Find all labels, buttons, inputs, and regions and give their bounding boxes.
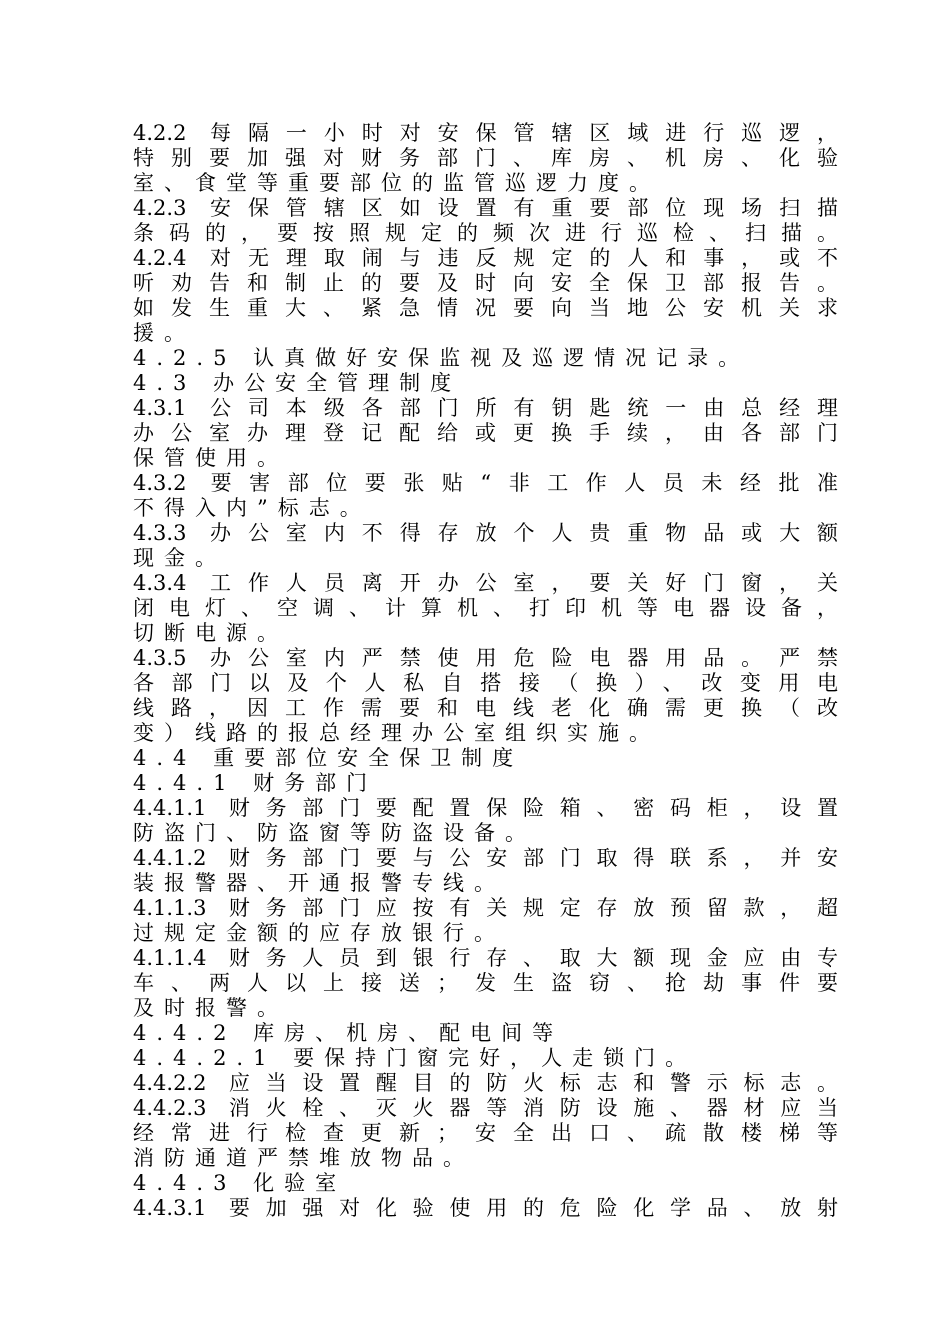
text-line: 4.4.2.1 要保持门窗完好，人走锁门。 [133,1046,697,1070]
text-line: 4.4.3 化验室 [133,1171,347,1195]
text-line: 4.3.4 工作人员离开办公室，要关好门窗，关 [133,571,838,595]
text-line: 4.2.2 每隔一小时对安保管辖区域进行巡逻， [133,121,838,145]
text-line: 条码的，要按照规定的频次进行巡检、扫描。 [133,221,838,245]
text-line: 线路，因工作需要和电线老化确需更换（改 [133,696,838,720]
text-line: 听劝告和制止的要及时向安全保卫部报告。 [133,271,838,295]
text-line: 4.4.2 库房、机房、配电间等 [133,1021,564,1045]
document-page [133,121,838,1221]
text-line: 4.4.1.1 财务部门要配置保险箱、密码柜，设置 [133,796,838,820]
text-line: 室、食堂等重要部位的监管巡逻力度。 [133,171,660,195]
text-line: 4.3.3 办公室内不得存放个人贵重物品或大额 [133,521,838,545]
text-line: 4.4 重要部位安全保卫制度 [133,746,524,770]
text-line: 现金。 [133,546,226,570]
text-line: 各部门以及个人私自搭接（换）、改变用电 [133,671,838,695]
text-line: 4.1.1.3 财务部门应按有关规定存放预留款，超 [133,896,838,920]
text-line: 4.4.2.3 消火栓、灭火器等消防设施、器材应当 [133,1096,838,1120]
text-line: 4.4.1.2 财务部门要与公安部门取得联系，并安 [133,846,838,870]
text-line: 4.2.3 安保管辖区如设置有重要部位现场扫描 [133,196,838,220]
text-line: 切断电源。 [133,621,288,645]
text-line: 4.2.5 认真做好安保监视及巡逻情况记录。 [133,346,750,370]
text-line: 不得入内”标志。 [133,496,371,520]
text-line: 特别要加强对财务部门、库房、机房、化验 [133,146,838,170]
text-line: 4.1.1.4 财务人员到银行存、取大额现金应由专 [133,946,838,970]
text-line: 装报警器、开通报警专线。 [133,871,505,895]
text-line: 办公室办理登记配给或更换手续，由各部门 [133,421,838,445]
text-line: 保管使用。 [133,446,288,470]
text-line: 防盗门、防盗窗等防盗设备。 [133,821,536,845]
text-line: 车、两人以上接送；发生盗窃、抢劫事件要 [133,971,838,995]
text-line: 经常进行检查更新；安全出口、疏散楼梯等 [133,1121,838,1145]
text-line: 如发生重大、紧急情况要向当地公安机关求 [133,296,838,320]
text-line: 援。 [133,321,195,345]
text-line: 4.3.1 公司本级各部门所有钥匙统一由总经理 [133,396,838,420]
text-line: 过规定金额的应存放银行。 [133,921,505,945]
text-line: 4.3.2 要害部位要张贴“非工作人员未经批准 [133,471,838,495]
text-line: 4.4.2.2 应当设置醒目的防火标志和警示标志。 [133,1071,838,1095]
text-line: 4.4.3.1 要加强对化验使用的危险化学品、放射 [133,1196,838,1220]
text-line: 闭电灯、空调、计算机、打印机等电器设备， [133,596,838,620]
text-line: 4.4.1 财务部门 [133,771,378,795]
text-line: 4.2.4 对无理取闹与违反规定的人和事，或不 [133,246,838,270]
text-line: 变）线路的报总经理办公室组织实施。 [133,721,660,745]
text-line: 及时报警。 [133,996,288,1020]
text-line: 4.3.5 办公室内严禁使用危险电器用品。严禁 [133,646,838,670]
text-line: 消防通道严禁堆放物品。 [133,1146,474,1170]
text-line: 4.3 办公安全管理制度 [133,371,462,395]
